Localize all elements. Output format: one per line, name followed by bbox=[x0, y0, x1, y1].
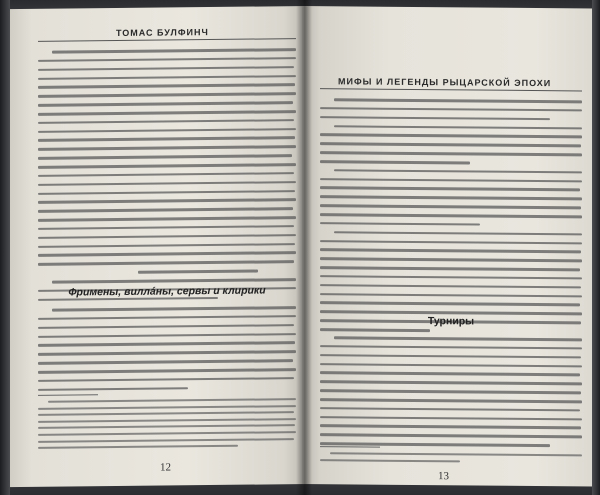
left-page bbox=[8, 6, 308, 487]
left-body-text-bottom bbox=[38, 306, 296, 397]
left-section-heading: Фримены, виллáны, сервы и клирики bbox=[68, 284, 266, 299]
right-section-heading: Турниры bbox=[427, 315, 475, 328]
right-body-text-bottom bbox=[320, 336, 582, 453]
right-head-rule bbox=[320, 88, 582, 91]
right-cover-edge bbox=[592, 0, 600, 495]
right-footnote bbox=[320, 452, 582, 467]
right-running-head: МИФЫ И ЛЕГЕНДЫ РЫЦАРСКОЙ ЭПОХИ bbox=[338, 76, 552, 89]
left-footnote bbox=[38, 398, 296, 453]
right-page-number: 13 bbox=[438, 470, 449, 483]
left-cover-edge bbox=[0, 0, 10, 495]
right-page bbox=[302, 6, 594, 487]
left-page-number: 12 bbox=[160, 461, 171, 474]
left-head-rule bbox=[38, 38, 296, 42]
left-running-head: ТОМАС БУЛФИНЧ bbox=[116, 27, 209, 39]
right-body-text-top bbox=[320, 98, 582, 339]
left-body-text-top bbox=[38, 48, 296, 307]
